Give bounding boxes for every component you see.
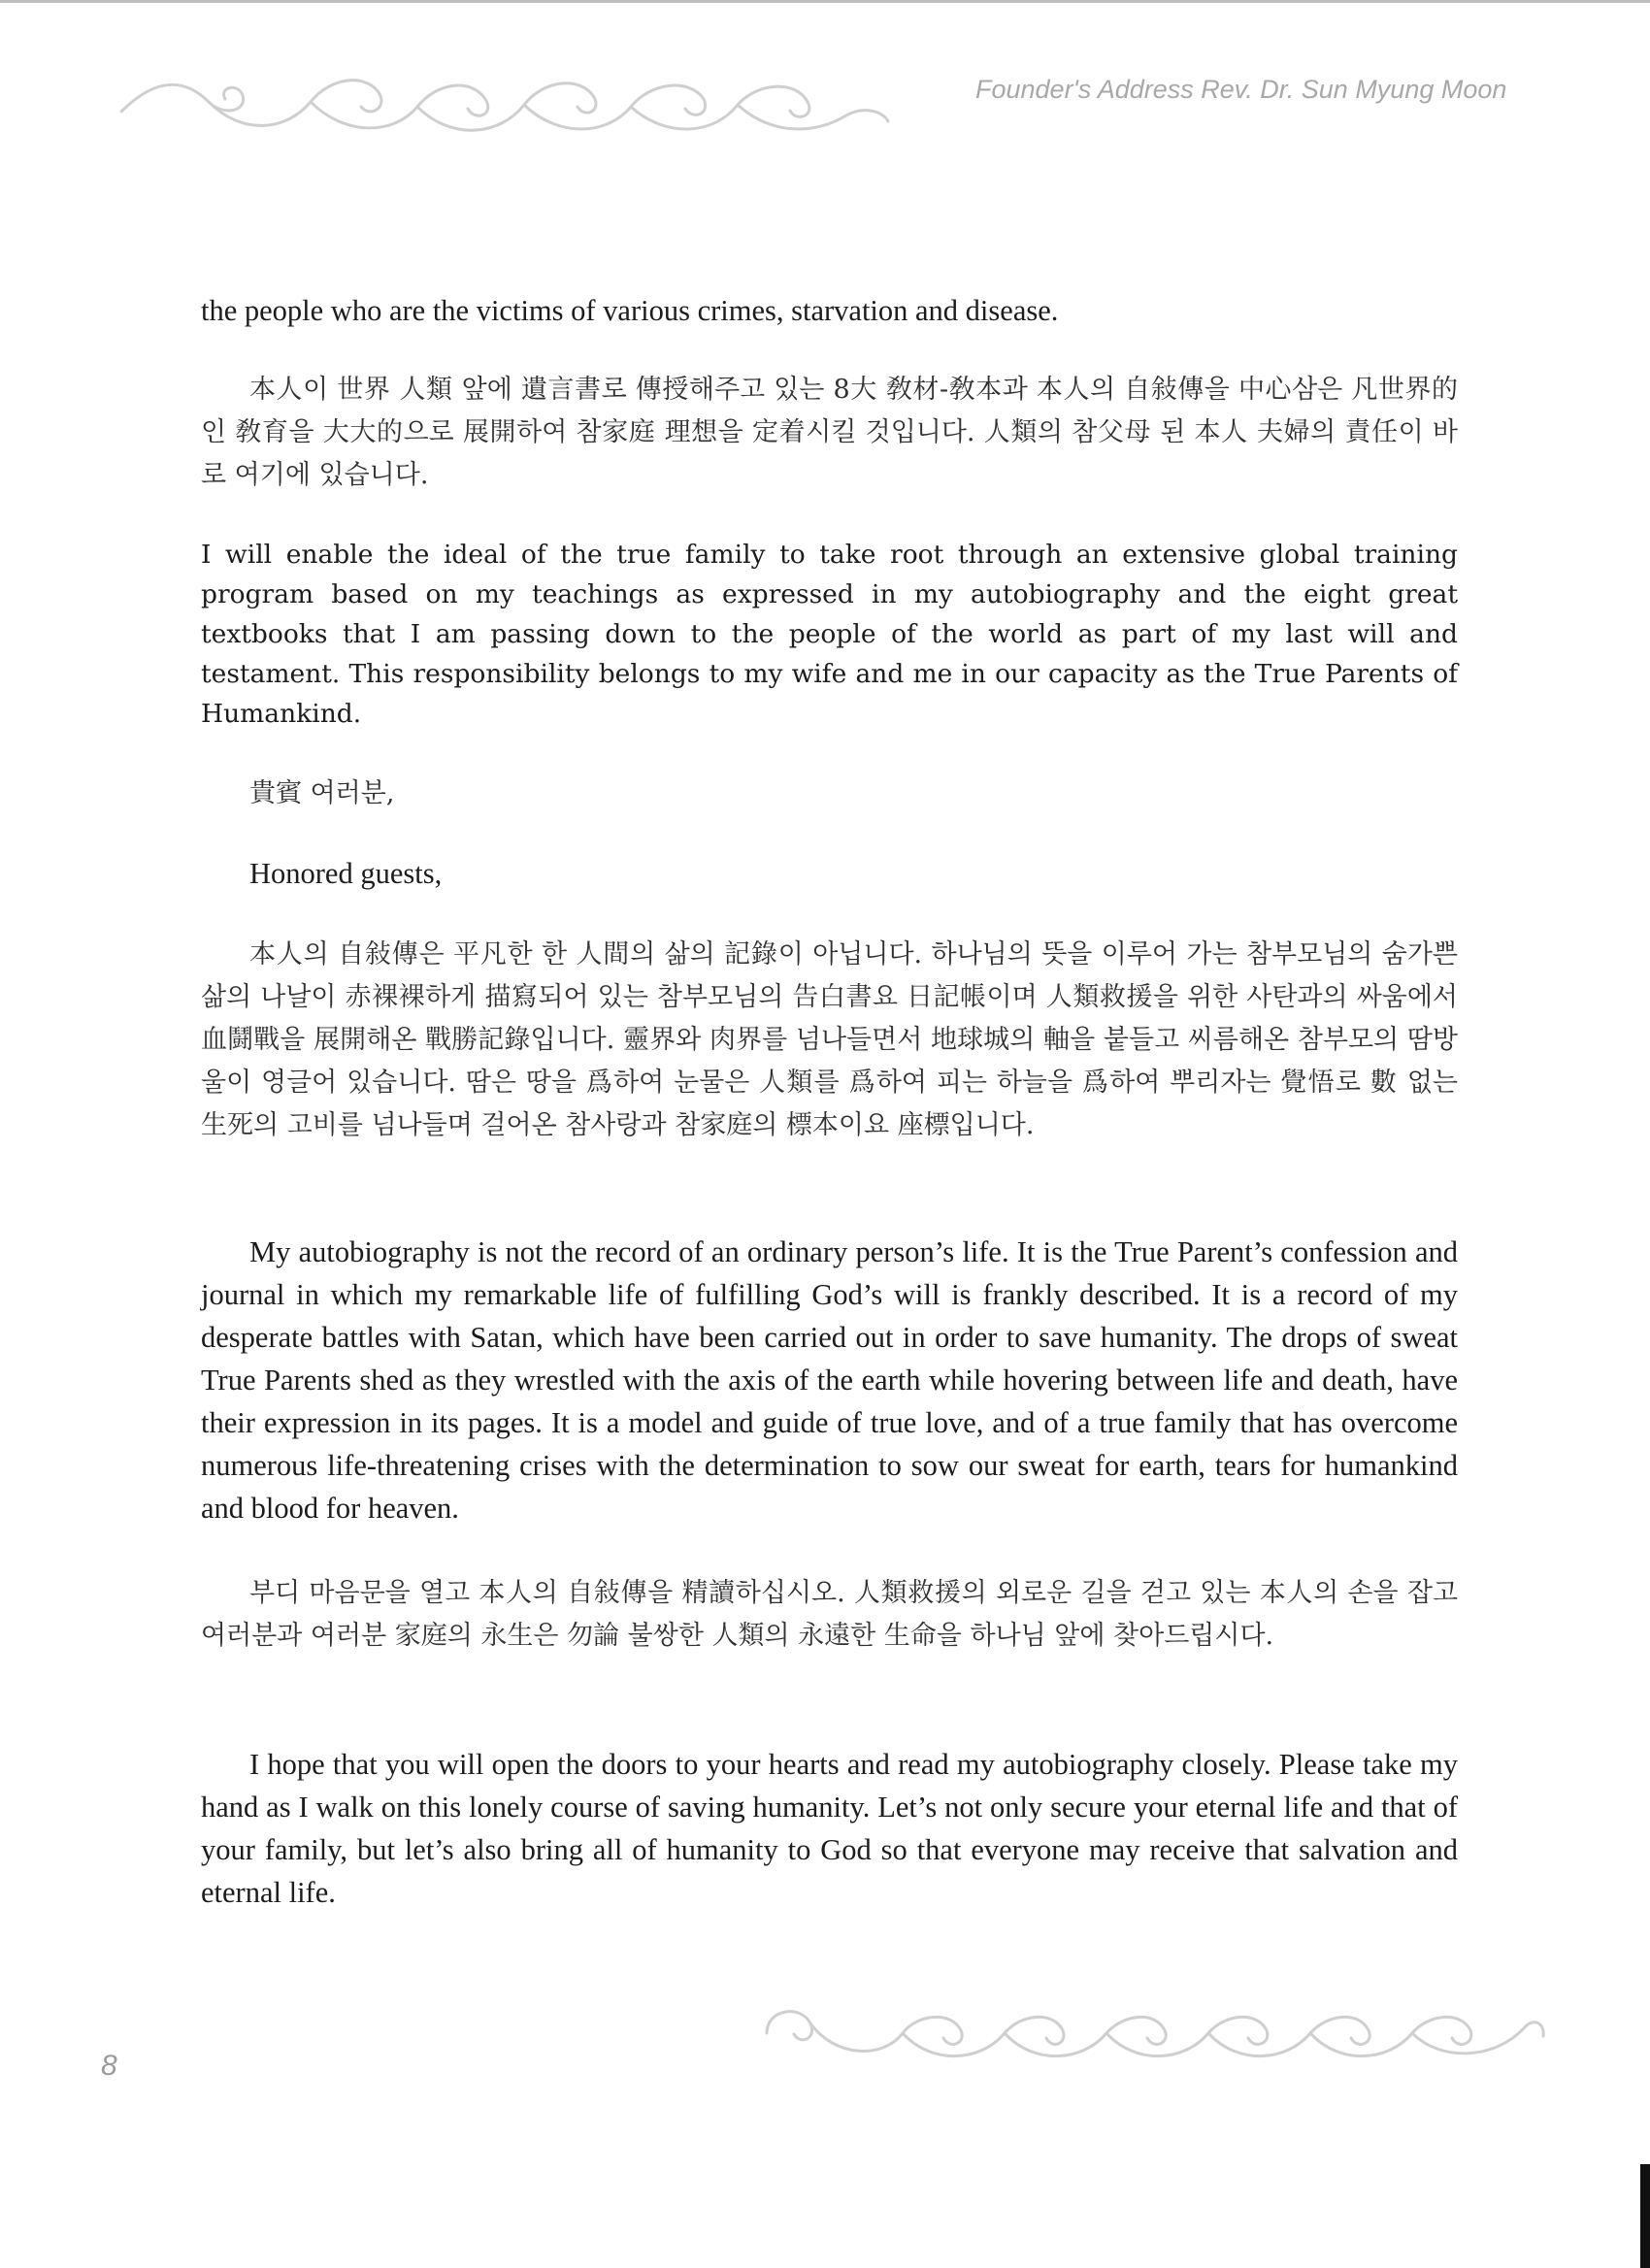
greeting-korean: 貴賓 여러분, (249, 778, 395, 808)
running-header: Founder's Address Rev. Dr. Sun Myung Moon (975, 75, 1507, 104)
greeting: Honored guests, (249, 857, 443, 890)
paragraph-1: the people who are the victims of various crimes, starvation and disease. (201, 294, 1059, 327)
scroll-ornament-bottom (757, 1989, 1553, 2077)
scan-edge-mark (1640, 2164, 1650, 2268)
paragraph-3: My autobiography is not the record of an ordinary person’s life. It is the True Parent’s confession and journal in which my remarkable life of fulfilling God’s will is frankly described. It is a record of my desperate battles with Satan, which have been carried out in order to save humanity. The drops of sweat True Parents shed as they wrestled with the axis of the earth while hovering between life and death, have their expression in its pages. It is a model and guide of true love, and of a true family that has overcome numerous life-threatening crises with the determination to sow our sweat for earth, tears for humankind and blood for heaven. (201, 1235, 1458, 1525)
paragraph-korean-3: 부디 마음문을 열고 本人의 自敍傳을 精讀하십시오. 人類救援의 외로운 길을 걷고 있는 本人의 손을 잡고 여러분과 여러분 家庭의 永生은 勿論 불쌍한 人類의 永遠한 生命을 하나님 앞에 찾아드립시다. (201, 1578, 1458, 1651)
scroll-ornament-top (116, 58, 893, 146)
page-number: 8 (101, 2050, 117, 2082)
paragraph-2: I will enable the ideal of the true family to take root through an extensive global training program based on my teachings as expressed in my autobiography and the eight great textbooks that I am passing down to the people of the world as part of my last will and testament. This responsibility belongs to my wife and me in our capacity as the True Parents of Humankind. (201, 540, 1458, 729)
paragraph-4: I hope that you will open the doors to your hearts and read my autobiography closely. Please take my hand as I walk on this lonely course of saving humanity. Let’s not only secure your eternal life and that of your family, but let’s also bring all of humanity to God so that everyone may receive that salvation and eternal life. (201, 1748, 1458, 1909)
paragraph-korean-2: 本人의 自敍傳은 平凡한 한 人間의 삶의 記錄이 아닙니다. 하나님의 뜻을 이루어 가는 참부모님의 숨가쁜 삶의 나날이 赤裸裸하게 描寫되어 있는 참부모님의 告白書요 日記帳이며 人類救援을 위한 사탄과의 싸움에서 血鬪戰을 展開해온 戰勝記錄입니다. 靈界와 肉界를 넘나들면서 地球城의 軸을 붙들고 씨름해온 참부모의 땀방울이 영글어 있습니다. 땀은 땅을 爲하여 눈물은 人類를 爲하여 피는 하늘을 爲하여 뿌리자는 覺悟로 數 없는 生死의 고비를 넘나들며 걸어온 참사랑과 참家庭의 標本이요 座標입니다. (201, 939, 1458, 1140)
paragraph-korean-1: 本人이 世界 人類 앞에 遺言書로 傳授해주고 있는 8大 敎材-敎本과 本人의 自敍傳을 中心삼은 凡世界的인 敎育을 大大的으로 展開하여 참家庭 理想을 定着시킬 것입니다. 人類의 참父母 된 本人 夫婦의 責任이 바로 여기에 있습니다. (201, 375, 1458, 490)
top-rule (0, 0, 1650, 3)
